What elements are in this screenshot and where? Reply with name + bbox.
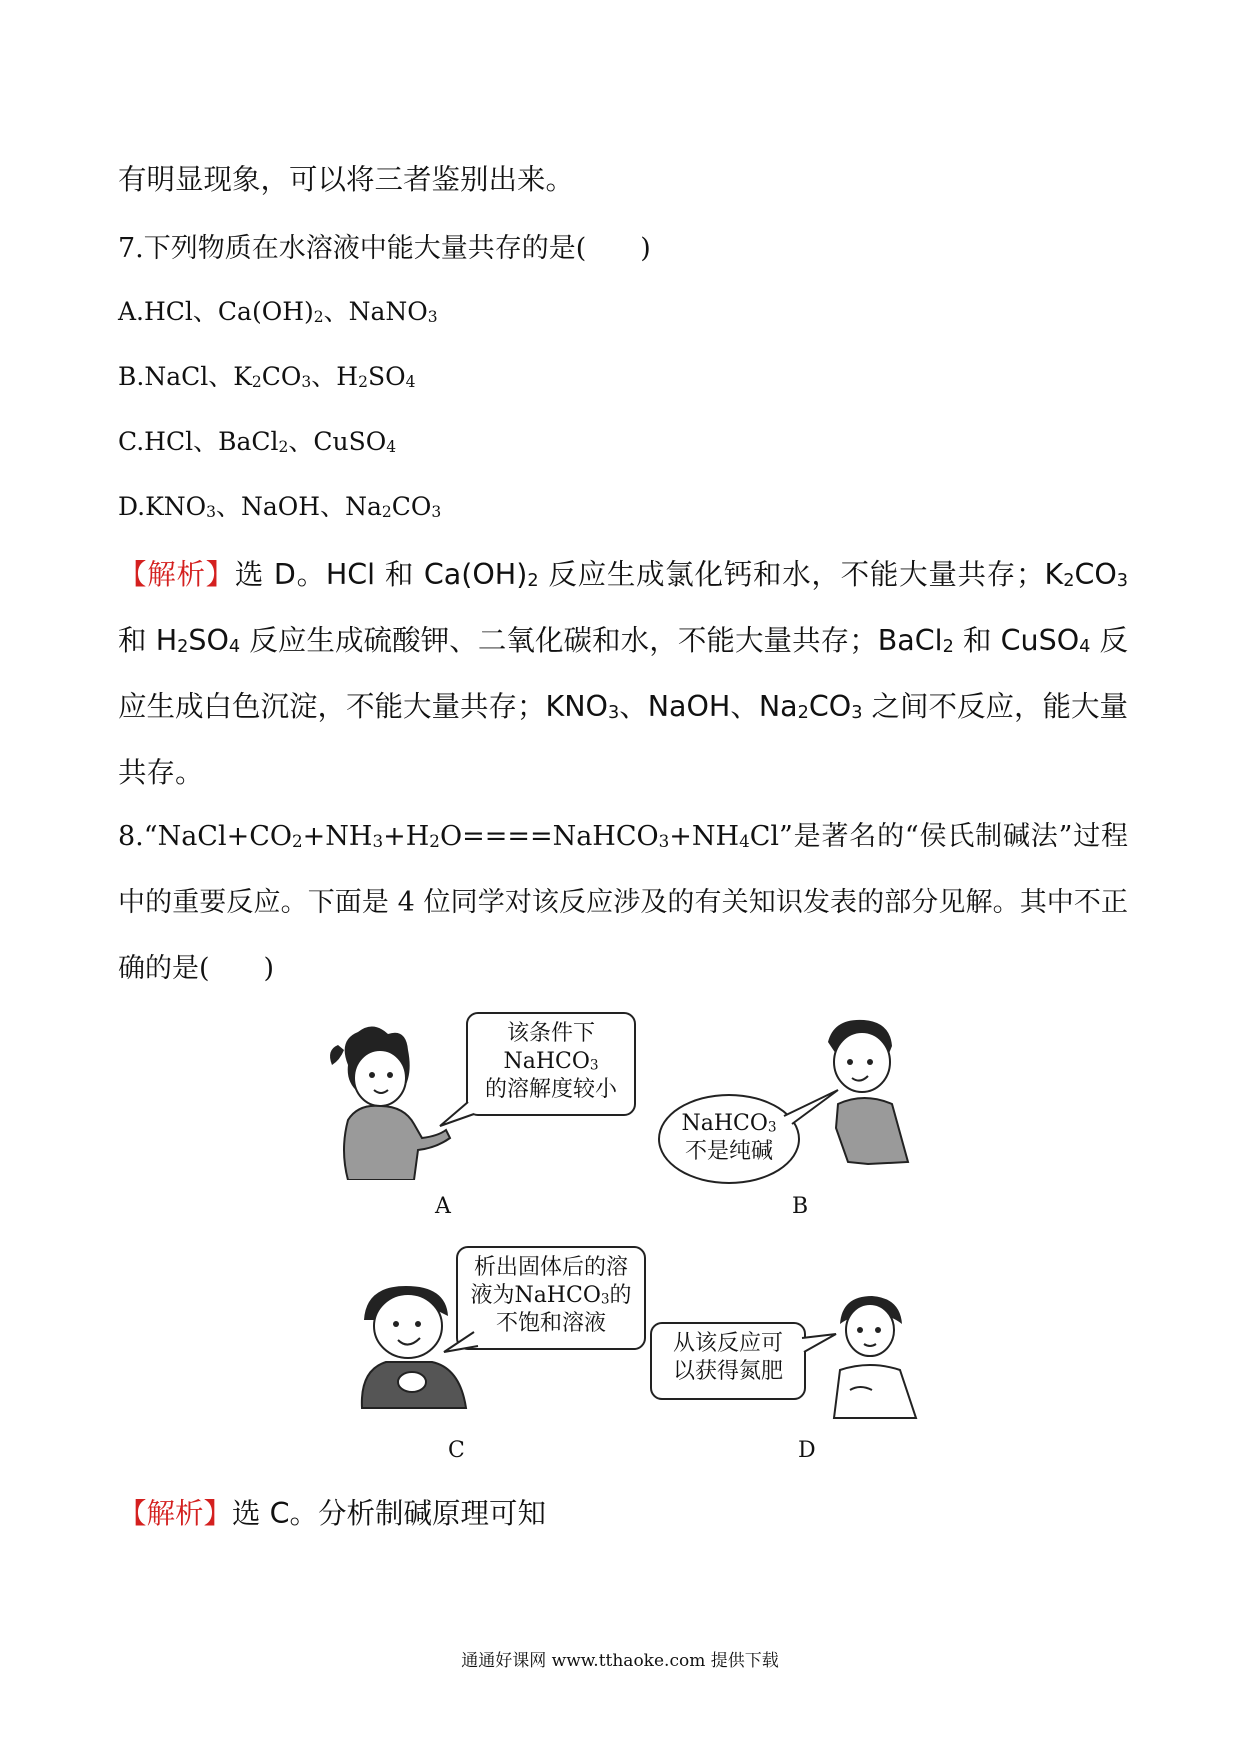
- question-7-stem: 7.下列物质在水溶液中能大量共存的是( ): [118, 233, 651, 264]
- label-b: B: [792, 1194, 809, 1219]
- analysis-tag: 【解析】: [118, 558, 235, 591]
- bubble-b-tail: [782, 1086, 842, 1126]
- student-c-figure: [356, 1280, 476, 1410]
- analysis-tag: 【解析】: [118, 1497, 233, 1530]
- question-8-stem: $8.“NaCl+CO_2+NH_3+H_2O====NaHCO_3+NH_4Cl$”是著名的“侯氏制碱法”过程中的重要反应。下面是 4 位同学对该反应涉及的有关知识发表的部分见解。其中不正确的是( ): [118, 821, 1128, 984]
- label-a: A: [435, 1194, 451, 1219]
- student-a-figure: [318, 1020, 458, 1180]
- speech-bubble-d: 从该反应可 以获得氮肥: [650, 1322, 806, 1400]
- bubble-c-tail: [440, 1330, 480, 1360]
- bubble-a-tail: [436, 1100, 476, 1130]
- q7-option-d: $D.KNO_3$、NaOH、$Na_2CO_3$: [118, 492, 442, 521]
- q7-option-b: B.NaCl、$K_2CO_3$、$H_2SO_4$: [118, 362, 416, 391]
- speech-bubble-b: NaHCO$_3$ 不是纯碱: [658, 1094, 800, 1184]
- page-footer: 通通好课网 www.tthaoke.com 提供下载: [461, 1651, 779, 1671]
- speech-bubble-a: 该条件下 NaHCO$_3$ 的溶解度较小: [466, 1012, 636, 1116]
- bubble-d-tail: [800, 1330, 840, 1360]
- q7-analysis: 【解析】选 D。HCl 和 $Ca(OH)_2$ 反应生成氯化钙和水，不能大量共存；$K_2CO_3$ 和 $H_2SO_4$ 反应生成硫酸钾、二氧化碳和水，不能大量共存；BaCl$_2$ 和 CuSO$_4$ 反应生成白色沉淀，不能大量共存；$KNO_3$、NaOH、$Na_2CO_3$ 之间不反应，能大量共存。: [118, 558, 1129, 789]
- intro-line: 有明显现象，可以将三者鉴别出来。: [118, 163, 575, 196]
- student-d-figure: [820, 1290, 930, 1420]
- speech-bubble-c: 析出固体后的溶 液为NaHCO$_3$的 不饱和溶液: [456, 1246, 646, 1350]
- q7-option-a: A.HCl、$Ca(OH)_2$、NaNO$_3$: [118, 297, 438, 326]
- label-c: C: [448, 1438, 465, 1463]
- q7-option-c: C.HCl、BaCl$_2$、CuSO$_4$: [118, 427, 397, 456]
- q8-analysis: 【解析】选 C。分析制碱原理可知: [118, 1497, 546, 1530]
- label-d: D: [798, 1438, 816, 1463]
- student-b-figure: [808, 1012, 928, 1172]
